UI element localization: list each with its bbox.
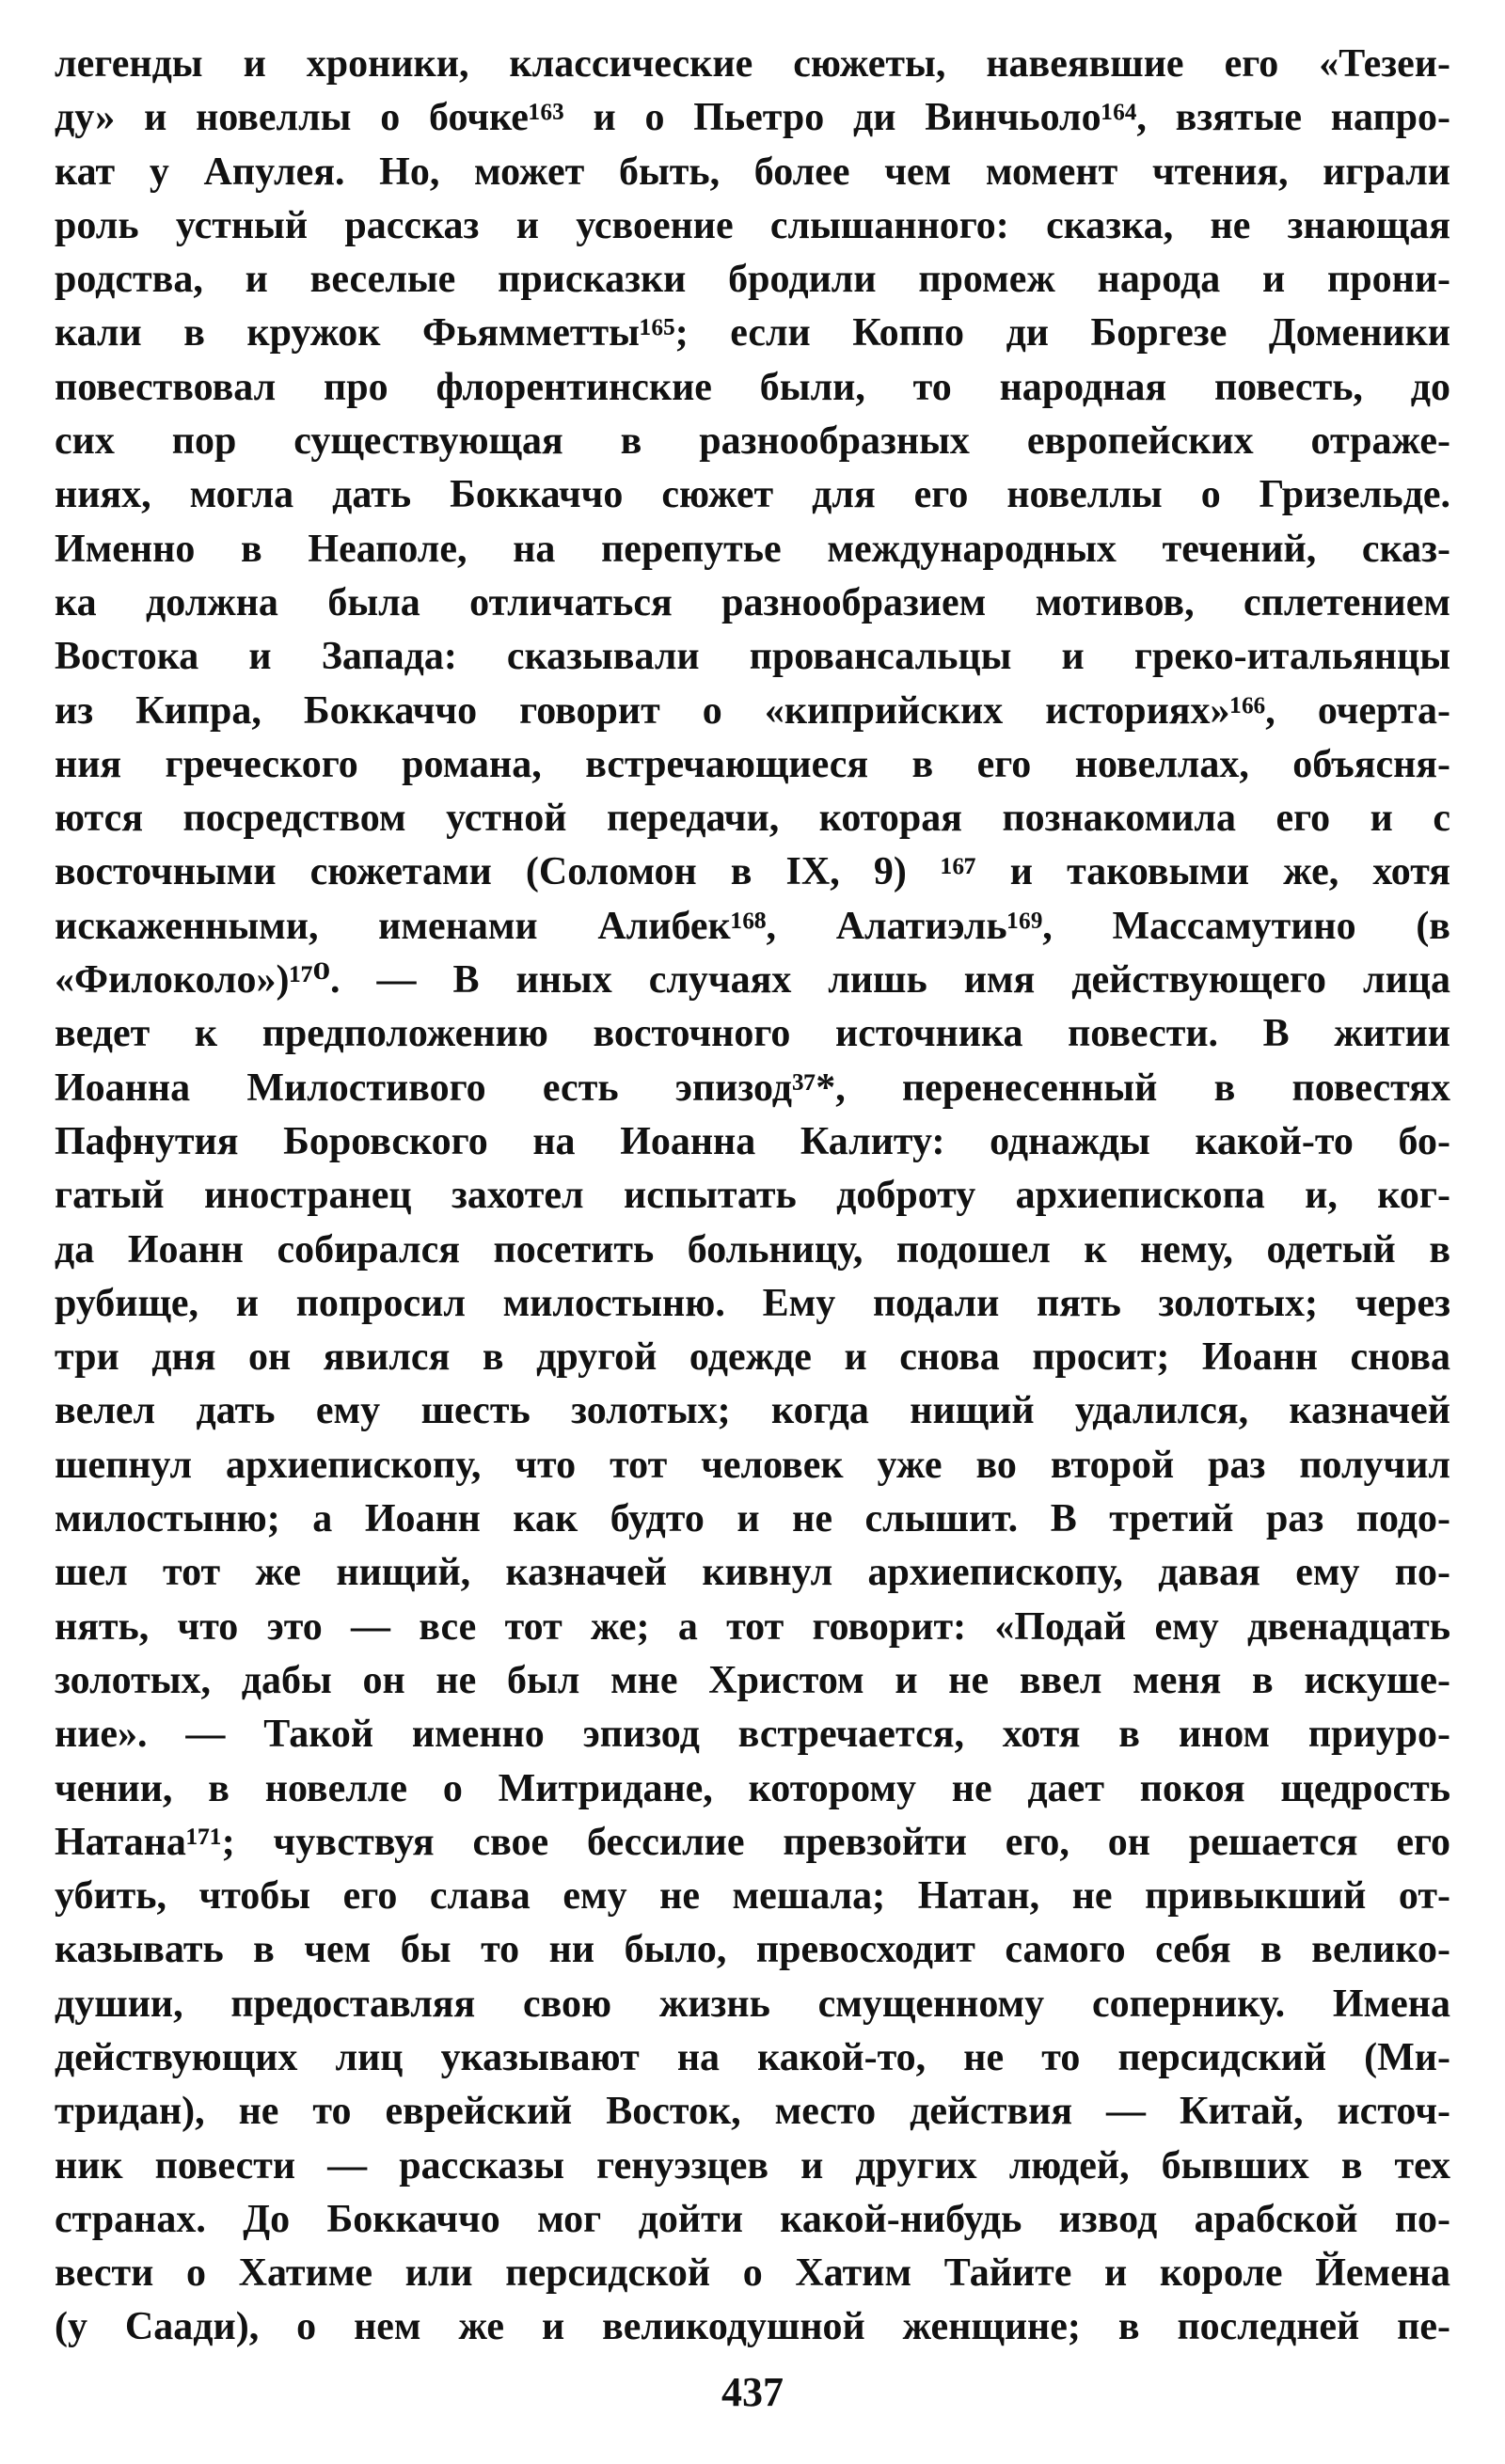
text-line: странах. До Боккаччо мог дойти какой-нибудь извод арабской по- bbox=[55, 2197, 1450, 2241]
text-line: ду» и новеллы о бочке¹⁶³ и о Пьетро ди Винчьоло¹⁶⁴, взятые напро- bbox=[55, 96, 1450, 140]
text-line: из Кипра, Боккаччо говорит о «киприйских историях»¹⁶⁶, очерта- bbox=[55, 688, 1450, 733]
text-line: ние». — Такой именно эпизод встречается, хотя в ином приуро- bbox=[55, 1713, 1450, 1757]
text-line: душии, предоставляя свою жизнь смущенному сопернику. Имена bbox=[55, 1982, 1450, 2026]
page-number: 437 bbox=[721, 2369, 784, 2415]
text-line: велел дать ему шесть золотых; когда нищий удалился, казначей bbox=[55, 1389, 1450, 1433]
text-line: три дня он явился в другой одежде и снова просит; Иоанн снова bbox=[55, 1335, 1450, 1380]
text-line: родства, и веселые присказки бродили промеж народа и прони- bbox=[55, 258, 1450, 302]
text-line: кат у Апулея. Но, может быть, более чем момент чтения, играли bbox=[55, 150, 1450, 194]
text-line: вести о Хатиме или персидской о Хатим Тайите и короле Йемена bbox=[55, 2251, 1450, 2296]
text-line: да Иоанн собирался посетить больницу, подошел к нему, одетый в bbox=[55, 1227, 1450, 1271]
text-line: искаженными, именами Алибек¹⁶⁸, Алатиэль¹⁶⁹, Массамутино (в bbox=[55, 904, 1450, 948]
text-line: шел тот же нищий, казначей кивнул архиепископу, давая ему по- bbox=[55, 1551, 1450, 1595]
text-line: ник повести — рассказы генуэзцев и других людей, бывших в тех bbox=[55, 2143, 1450, 2188]
text-line: сих пор существующая в разнообразных европейских отраже- bbox=[55, 419, 1450, 464]
text-line: Именно в Неаполе, на перепутье международных течений, сказ- bbox=[55, 527, 1450, 571]
text-line: повествовал про флорентинские были, то народная повесть, до bbox=[55, 365, 1450, 409]
text-line: ка должна была отличаться разнообразием мотивов, сплетением bbox=[55, 580, 1450, 624]
text-line: рубище, и попросил милостыню. Ему подали пять золотых; через bbox=[55, 1281, 1450, 1325]
text-line: Пафнутия Боровского на Иоанна Калиту: однажды какой-то бо- bbox=[55, 1119, 1450, 1163]
text-line: Иоанна Милостивого есть эпизод³⁷*, перенесенный в повестях bbox=[55, 1066, 1450, 1110]
text-line: ния греческого романа, встречающиеся в его новеллах, объясня- bbox=[55, 742, 1450, 786]
text-line: ведет к предположению восточного источника повести. В житии bbox=[55, 1012, 1450, 1056]
text-line: восточными сюжетами (Соломон в IX, 9) ¹⁶⁷ и таковыми же, хотя bbox=[55, 850, 1450, 894]
text-line: убить, чтобы его слава ему не мешала; Натан, не привыкший от- bbox=[55, 1874, 1450, 1919]
text-line: милостыню; а Иоанн как будто и не слышит. В третий раз подо- bbox=[55, 1497, 1450, 1541]
text-line: Востока и Запада: сказывали провансальцы и греко-итальянцы bbox=[55, 635, 1450, 679]
text-line: роль устный рассказ и усвоение слышанного: сказка, не знающая bbox=[55, 203, 1450, 247]
text-line: нять, что это — все тот же; а тот говорит: «Подай ему двенадцать bbox=[55, 1604, 1450, 1649]
text-line: шепнул архиепископу, что тот человек уже во второй раз получил bbox=[55, 1443, 1450, 1487]
text-line: чении, в новелле о Митридане, которому не дает покоя щедрость bbox=[55, 1766, 1450, 1810]
text-line: ются посредством устной передачи, которая познакомила его и с bbox=[55, 797, 1450, 841]
text-line: действующих лиц указывают на какой-то, не то персидский (Ми- bbox=[55, 2035, 1450, 2079]
text-line: тридан), не то еврейский Восток, место действия — Китай, источ- bbox=[55, 2090, 1450, 2134]
text-line: Натана¹⁷¹; чувствуя свое бессилие превзойти его, он решается его bbox=[55, 1820, 1450, 1864]
text-line: кали в кружок Фьямметты¹⁶⁵; если Коппо ди Боргезе Доменики bbox=[55, 311, 1450, 355]
text-line: ниях, могла дать Боккаччо сюжет для его новеллы о Гризельде. bbox=[55, 473, 1450, 517]
text-line: казывать в чем бы то ни было, превосходит самого себя в велико- bbox=[55, 1928, 1450, 1972]
text-line: легенды и хроники, классические сюжеты, навеявшие его «Тезеи- bbox=[55, 42, 1450, 86]
text-line: (у Саади), о нем же и великодушной женщине; в последней пе- bbox=[55, 2305, 1450, 2349]
text-line: гатый иностранец захотел испытать доброту архиепископа и, ког- bbox=[55, 1174, 1450, 1218]
text-line: золотых, дабы он не был мне Христом и не ввел меня в искуше- bbox=[55, 1658, 1450, 1702]
page-text bbox=[55, 38, 1450, 2355]
text-line: «Филоколо»)¹⁷⁰. — В иных случаях лишь имя действующего лица bbox=[55, 958, 1450, 1003]
